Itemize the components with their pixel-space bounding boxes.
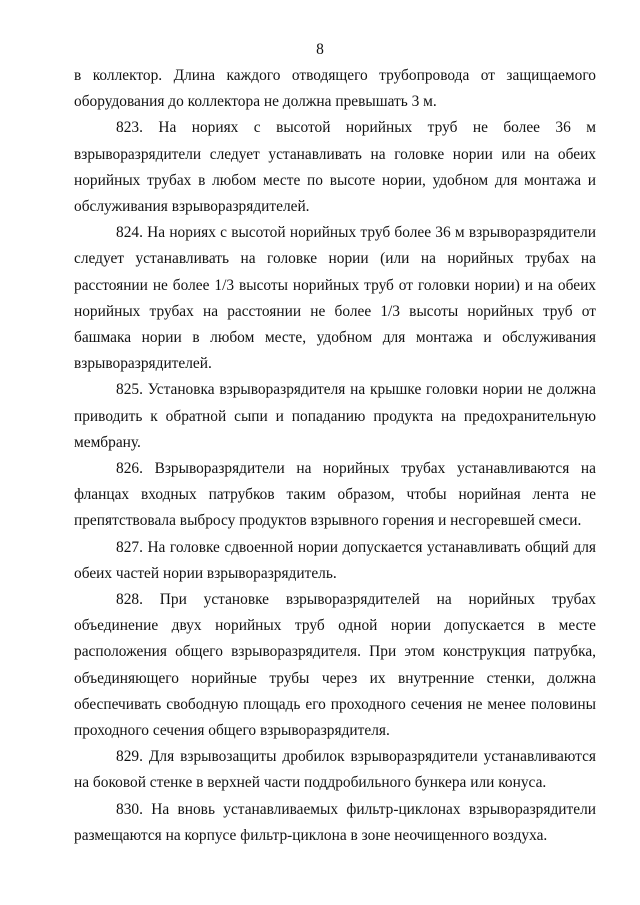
paragraph-continuation: в коллектор. Длина каждого отводящего трубопровода от защищаемого оборудования до коллектора не должна превышать 3 м.	[74, 67, 596, 111]
page-number: 8	[316, 41, 324, 58]
paragraph-823: 823. На нориях с высотой норийных труб не более 36 м взрыворазрядители следует устанавливать на головке нории или на обеих норийных трубах в любом месте по высоте нории, удобном для монтажа и обслуживания взрыворазрядителей.	[74, 119, 596, 216]
paragraph-830: 830. На вновь устанавливаемых фильтр-циклонах взрыворазрядители размещаются на корпусе фильтр-циклона в зоне неочищенного воздуха.	[74, 800, 596, 844]
paragraph-828: 828. При установке взрыворазрядителей на норийных трубах объединение двух норийных труб одной нории допускается в месте расположения общего взрыворазрядителя. При этом конструкция патрубка, объединяющего норийные трубы через их внутренние стенки, должна обеспечивать свободную площадь его проходного сечения не менее половины проходного сечения общего взрыворазрядителя.	[74, 591, 596, 740]
document-body	[74, 63, 596, 849]
paragraph-824: 824. На нориях с высотой норийных труб более 36 м взрыворазрядители следует устанавливать на головке нории (или на норийных трубах на расстоянии не более 1/3 высоты норийных труб от головки нории) и на обеих норийных трубах на расстоянии не более 1/3 высоты норийных труб от башмака нории в любом месте, удобном для монтажа и обслуживания взрыворазрядителей.	[74, 224, 596, 373]
paragraph-829: 829. Для взрывозащиты дробилок взрыворазрядители устанавливаются на боковой стенке в верхней части поддробильного бункера или конуса.	[74, 748, 596, 792]
paragraph-825: 825. Установка взрыворазрядителя на крышке головки нории не должна приводить к обратной сыпи и попаданию продукта на предохранительную мембрану.	[74, 381, 596, 451]
paragraph-827: 827. На головке сдвоенной нории допускается устанавливать общий для обеих частей нории взрыворазрядитель.	[74, 538, 596, 582]
paragraph-826: 826. Взрыворазрядители на норийных трубах устанавливаются на фланцах входных патрубков таким образом, чтобы норийная лента не препятствовала выбросу продуктов взрывного горения и несгоревшей смеси.	[74, 460, 596, 530]
